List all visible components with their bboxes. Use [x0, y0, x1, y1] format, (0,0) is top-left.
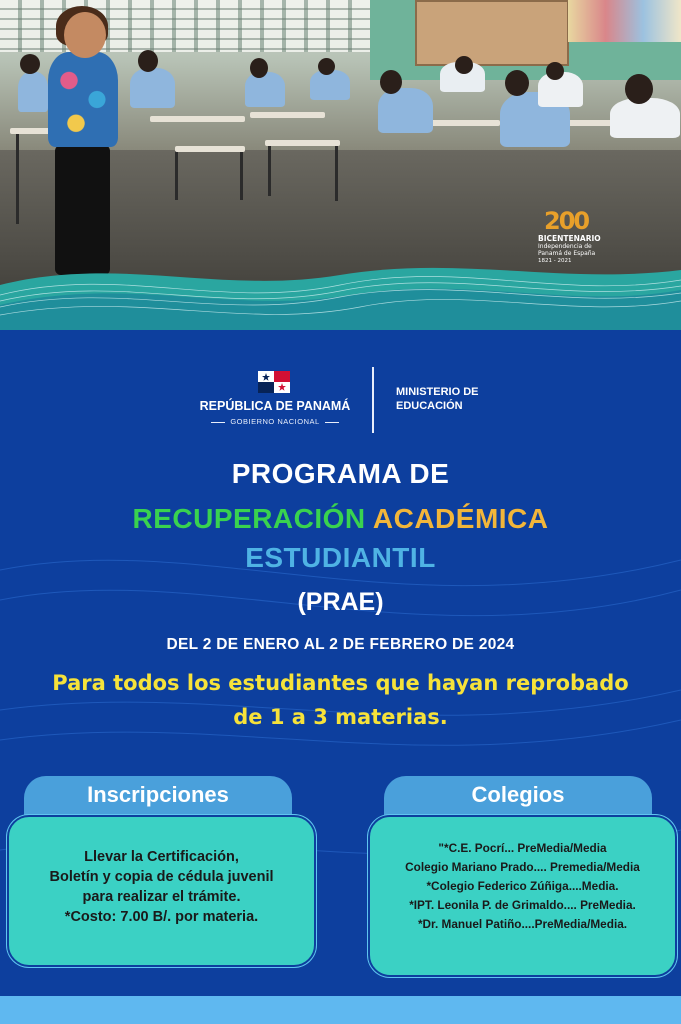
desk [150, 116, 245, 122]
bicentenario-years: 1821 - 2021 [538, 258, 572, 264]
teacher-blouse [48, 52, 118, 147]
inscripciones-heading: Inscripciones [24, 776, 292, 826]
desk [250, 112, 325, 118]
student-head [625, 74, 653, 104]
student [245, 72, 285, 107]
bicentenario-line1: Independencia de [538, 243, 592, 250]
wall-poster [568, 0, 681, 42]
student-head [546, 62, 564, 80]
inscripciones-line: para realizar el trámite. [82, 889, 241, 905]
chair-seat [265, 140, 340, 146]
desk-leg [268, 146, 271, 196]
bicentenario-title: BICENTENARIO [538, 234, 601, 243]
ministerio-label [396, 385, 506, 413]
student [130, 68, 175, 108]
ministry-line2: EDUCACIÓN [396, 400, 463, 412]
program-dates: DEL 2 DE ENERO AL 2 DE FEBRERO DE 2024 [166, 636, 515, 653]
audience-line2: de 1 a 3 materias. [233, 705, 448, 729]
inscripciones-text [9, 847, 314, 927]
student [18, 72, 48, 112]
republica-de-panama-label: REPÚBLICA DE PANAMÁ [199, 399, 351, 413]
student-head [505, 70, 529, 96]
colegios-box [368, 815, 677, 977]
desk-leg [175, 150, 178, 200]
desk-leg [16, 134, 19, 224]
colegio-item: *Colegio Federico Zúñiga....Media. [426, 879, 619, 893]
audience-line1: Para todos los estudiantes que hayan reprobado [52, 671, 629, 695]
inscripciones-line: Llevar la Certificación, [84, 849, 239, 865]
student [610, 98, 680, 138]
colegios-heading: Colegios [384, 776, 652, 826]
bicentenario-line2: Panamá de España [538, 250, 596, 257]
colegios-list [370, 839, 675, 934]
gobierno-nacional-label: GOBIERNO NACIONAL [202, 417, 348, 426]
colegio-item: Colegio Mariano Prado.... Premedia/Media [405, 860, 640, 874]
colegio-item: *IPT. Leonila P. de Grimaldo.... PreMedia. [409, 898, 636, 912]
student [310, 70, 350, 100]
audience-text [20, 666, 661, 734]
inscripciones-line: Boletín y copia de cédula juvenil [49, 869, 274, 885]
student-head [455, 56, 473, 74]
colegio-item: "*C.E. Pocrí... PreMedia/Media [438, 841, 607, 855]
title-academica: ACADÉMICA [372, 503, 549, 534]
student-head [318, 58, 335, 75]
student [378, 88, 433, 133]
desk-leg [335, 146, 338, 201]
title-line1: PROGRAMA DE [231, 458, 450, 489]
title-acronym: (PRAE) [297, 588, 384, 616]
desk-leg [240, 150, 243, 200]
bulletin-board [415, 0, 569, 66]
student-head [250, 58, 268, 78]
teacher-head [64, 12, 106, 58]
government-logo [190, 367, 490, 437]
student-head [20, 54, 40, 74]
panama-flag-icon [258, 371, 290, 393]
ministry-line1: MINISTERIO DE [396, 386, 479, 398]
title-line2 [0, 503, 681, 535]
bottom-bar [0, 996, 681, 1024]
title-recuperacion: RECUPERACIÓN [132, 503, 366, 534]
student-head [380, 70, 402, 94]
student-head [138, 50, 158, 72]
logo-divider [372, 367, 374, 433]
bicentenario-logo-mark: 200 [544, 207, 589, 235]
chair-seat [175, 146, 245, 152]
colegio-item: *Dr. Manuel Patiño....PreMedia/Media. [417, 917, 628, 931]
title-line3: ESTUDIANTIL [245, 542, 436, 573]
inscripciones-box [7, 815, 316, 967]
inscripciones-cost: *Costo: 7.00 B/. por materia. [64, 909, 259, 925]
